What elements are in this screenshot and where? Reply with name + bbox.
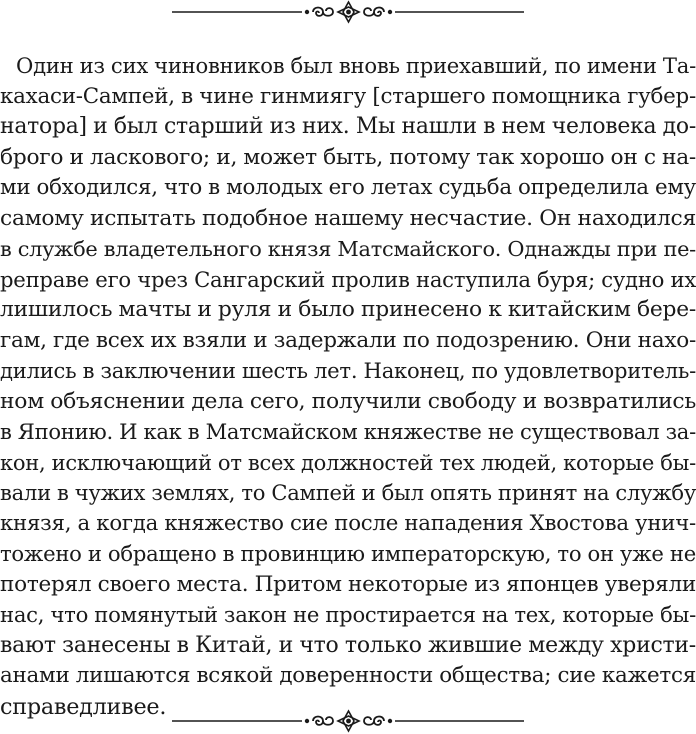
text-line: в службе владетельного князя Матсмайского. Однажды при пе- bbox=[0, 237, 696, 261]
ornamental-divider-icon bbox=[0, 709, 696, 733]
text-line: вают занесены в Китай, и что только жившие между христи- bbox=[0, 632, 696, 658]
text-line: кахаси-Сампей, в чине гинмиягу [старшего помощника губер- bbox=[0, 83, 696, 109]
text-line: потерял своего места. Притом некоторые из японцев уверяли bbox=[0, 571, 696, 597]
top-ornament-divider bbox=[0, 0, 696, 24]
body-text bbox=[0, 51, 696, 722]
text-line: Один из сих чиновников был вновь приехавший, по имени Та- bbox=[16, 53, 696, 78]
text-line: брого и ласкового; и, может быть, потому так хорошо он с на- bbox=[0, 144, 696, 170]
ornamental-divider-icon bbox=[0, 0, 696, 24]
text-line: анами лишаются всякой доверенности общества; сие кажется bbox=[0, 663, 696, 688]
text-line: в Японию. И как в Матсмайском княжестве не существовал за- bbox=[0, 419, 696, 444]
text-line: ми обходился, что в молодых его летах судьба определила ему bbox=[0, 175, 696, 200]
text-line: справедливее. bbox=[0, 693, 167, 720]
text-line: вали в чужих землях, то Сампей и был опять принят на службу bbox=[0, 480, 696, 505]
text-line: реправе его чрез Сангарский пролив наступила буря; судно их bbox=[0, 266, 696, 292]
text-line: тожено и обращено в провинцию императорскую, то он уже не bbox=[0, 541, 696, 566]
text-line: ном объяснении дела сего, получили свободу и возвратились bbox=[0, 388, 696, 414]
text-line: нас, что помянутый закон не простирается на тех, которые бы- bbox=[0, 602, 696, 627]
text-line: натора] и был старший из них. Мы нашли в нем человека до- bbox=[0, 114, 696, 139]
text-line: князя, а когда княжество сие после нападения Хвостова унич- bbox=[0, 510, 696, 536]
text-line: гам, где всех их взяли и задержали по подозрению. Они нахо- bbox=[0, 327, 696, 353]
text-line: кон, исключающий от всех должностей тех людей, которые бы- bbox=[0, 449, 696, 475]
text-line: дились в заключении шесть лет. Наконец, по удовлетворитель- bbox=[0, 358, 696, 383]
bottom-ornament-divider bbox=[0, 709, 696, 733]
text-line: лишилось мачты и руля и было принесено к китайским бере- bbox=[0, 297, 696, 322]
text-line: самому испытать подобное нашему несчастие. Он находился bbox=[0, 205, 696, 231]
